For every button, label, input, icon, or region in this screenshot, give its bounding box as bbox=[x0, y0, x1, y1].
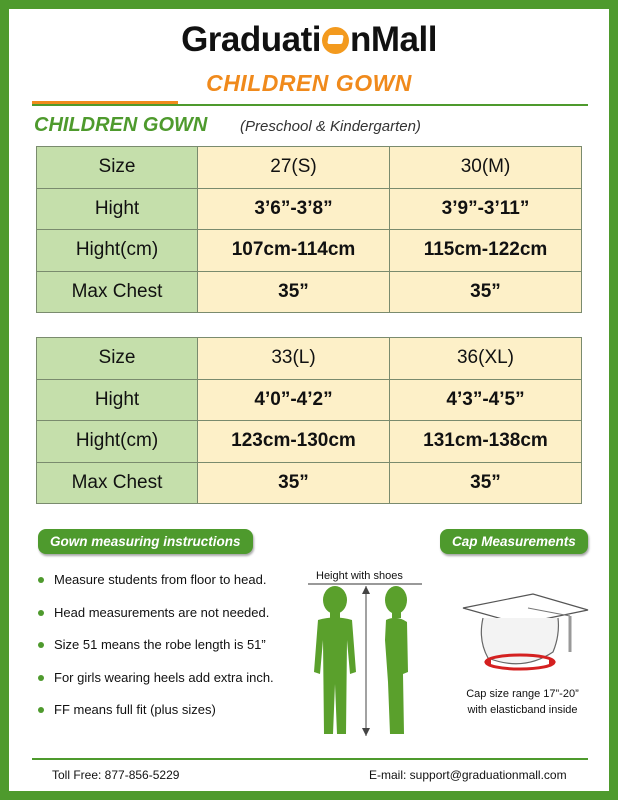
table-cell: 131cm-138cm bbox=[390, 421, 582, 463]
instructions-heading: Gown measuring instructions bbox=[38, 529, 253, 554]
row-label: Size bbox=[37, 338, 198, 380]
table-cell: 33(L) bbox=[198, 338, 390, 380]
table-cell: 30(M) bbox=[390, 147, 582, 189]
bullet-icon bbox=[38, 610, 44, 616]
table-cell: 4’0”-4’2” bbox=[198, 379, 390, 421]
logo bbox=[0, 20, 618, 60]
table-cell: 3’6”-3’8” bbox=[198, 188, 390, 230]
email-text: E-mail: support@graduationmall.com bbox=[369, 768, 567, 782]
table-cell: 107cm-114cm bbox=[198, 230, 390, 272]
bullet-icon bbox=[38, 642, 44, 648]
child-height-figures bbox=[300, 582, 430, 742]
table-cell: 35” bbox=[198, 271, 390, 313]
green-rule bbox=[32, 104, 588, 106]
size-table-1 bbox=[36, 146, 582, 313]
instructions-list bbox=[38, 572, 274, 735]
table-row bbox=[37, 462, 582, 504]
list-item-text: Measure students from floor to head. bbox=[54, 572, 267, 587]
cap-note-line: Cap size range 17”-20” bbox=[466, 688, 579, 700]
cap-note-line: with elasticband inside bbox=[467, 704, 578, 716]
graduation-cap-icon bbox=[322, 27, 349, 54]
bullet-icon bbox=[38, 675, 44, 681]
bullet-icon bbox=[38, 577, 44, 583]
table-cell: 36(XL) bbox=[390, 338, 582, 380]
size-table-2 bbox=[36, 337, 582, 504]
cap-heading: Cap Measurements bbox=[440, 529, 588, 554]
list-item bbox=[38, 605, 274, 638]
list-item bbox=[38, 670, 274, 703]
table-cell: 35” bbox=[390, 462, 582, 504]
child-side-icon bbox=[385, 586, 408, 734]
table-cell: 27(S) bbox=[198, 147, 390, 189]
graduation-cap-image bbox=[458, 590, 593, 682]
table-row bbox=[37, 421, 582, 463]
table-row bbox=[37, 230, 582, 272]
logo-text-part2: nMall bbox=[349, 20, 437, 59]
child-front-icon bbox=[314, 586, 356, 734]
table-cell: 3’9”-3’11” bbox=[390, 188, 582, 230]
page-subtitle: CHILDREN GOWN bbox=[206, 70, 412, 96]
table-row bbox=[37, 338, 582, 380]
row-label: Size bbox=[37, 147, 198, 189]
logo-text-part1: Graduati bbox=[181, 20, 321, 59]
height-figure-label: Height with shoes bbox=[316, 570, 403, 582]
table-cell: 115cm-122cm bbox=[390, 230, 582, 272]
section-subtitle: (Preschool & Kindergarten) bbox=[240, 118, 421, 135]
bullet-icon bbox=[38, 707, 44, 713]
cap-note bbox=[455, 686, 590, 718]
row-label: Max Chest bbox=[37, 271, 198, 313]
table-row bbox=[37, 271, 582, 313]
toll-free-text: Toll Free: 877-856-5229 bbox=[52, 768, 180, 782]
row-label: Hight bbox=[37, 379, 198, 421]
table-row bbox=[37, 379, 582, 421]
footer-rule bbox=[32, 758, 588, 760]
list-item bbox=[38, 637, 274, 670]
row-label: Hight(cm) bbox=[37, 421, 198, 463]
list-item bbox=[38, 572, 274, 605]
table-cell: 35” bbox=[198, 462, 390, 504]
list-item-text: For girls wearing heels add extra inch. bbox=[54, 669, 274, 685]
table-row bbox=[37, 147, 582, 189]
list-item bbox=[38, 702, 274, 735]
row-label: Hight(cm) bbox=[37, 230, 198, 272]
arrow-up-icon bbox=[362, 586, 370, 594]
table-cell: 123cm-130cm bbox=[198, 421, 390, 463]
arrow-down-icon bbox=[362, 728, 370, 736]
list-item-text: Size 51 means the robe length is 51” bbox=[54, 637, 266, 652]
row-label: Max Chest bbox=[37, 462, 198, 504]
row-label: Hight bbox=[37, 188, 198, 230]
list-item-text: FF means full fit (plus sizes) bbox=[54, 702, 216, 717]
table-cell: 35” bbox=[390, 271, 582, 313]
table-cell: 4’3”-4’5” bbox=[390, 379, 582, 421]
table-row bbox=[37, 188, 582, 230]
section-title: CHILDREN GOWN bbox=[34, 114, 208, 136]
list-item-text: Head measurements are not needed. bbox=[54, 604, 270, 620]
